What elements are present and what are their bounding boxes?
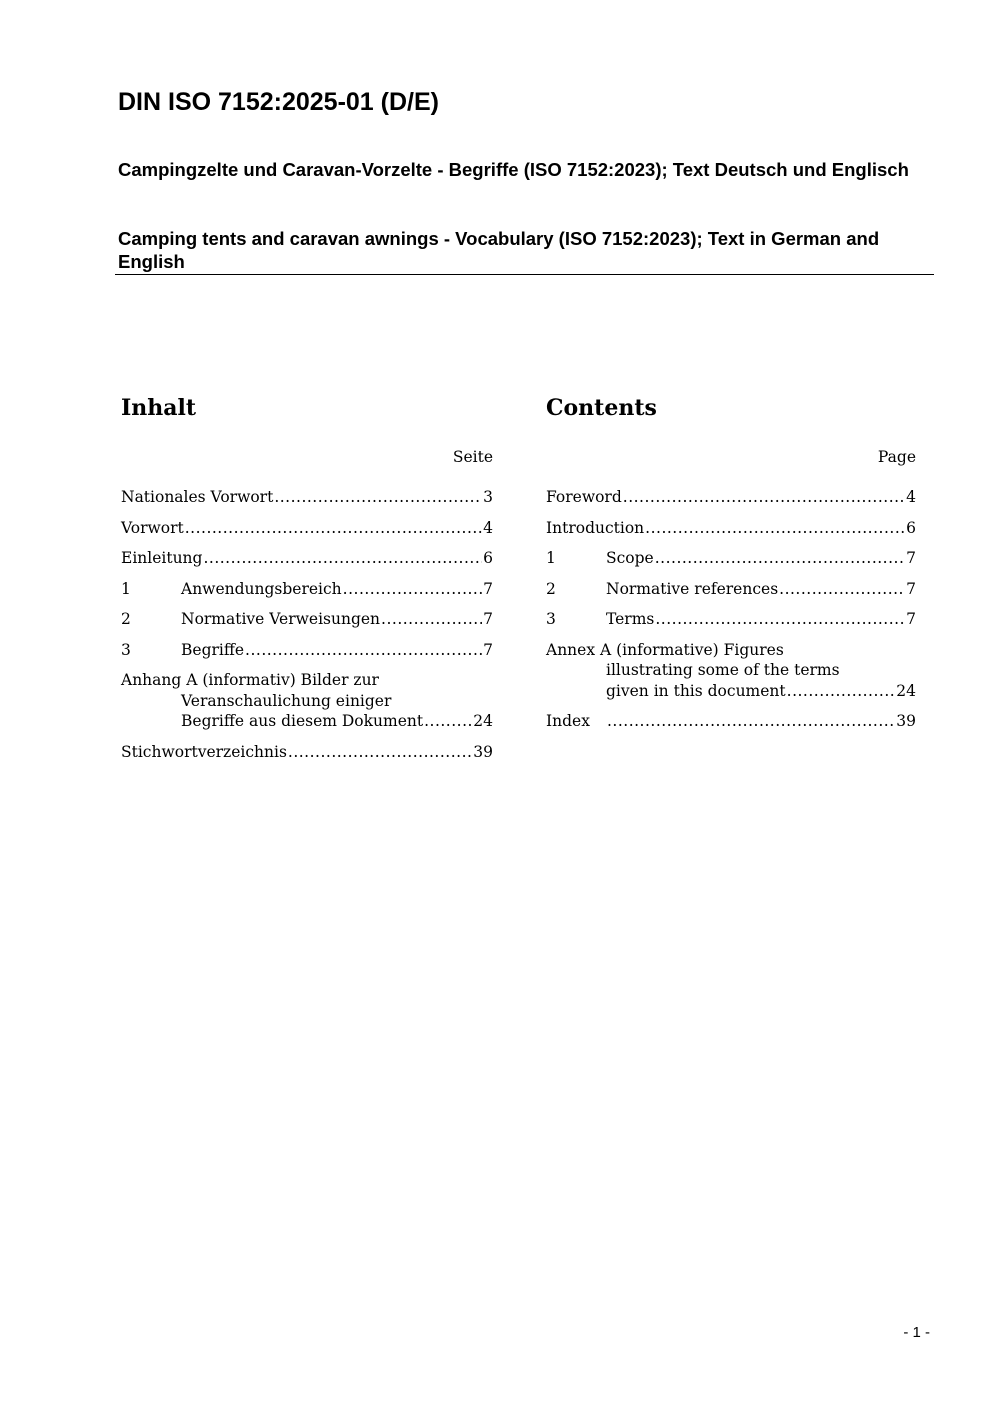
- toc-entry-label: Index: [546, 712, 590, 730]
- toc-entry-label: Foreword: [546, 488, 622, 506]
- toc-leader-dots: [274, 487, 482, 508]
- toc-german-page-label: Seite: [452, 448, 493, 466]
- toc-entry-label: Nationales Vorwort: [121, 488, 274, 506]
- toc-entry-page: 4: [483, 518, 493, 537]
- toc-entry-label: Terms: [606, 610, 655, 628]
- toc-leader-dots: [645, 518, 905, 539]
- toc-leader-dots: [787, 681, 896, 702]
- toc-entry-terms[interactable]: [546, 609, 916, 630]
- toc-entry-anwendungsbereich[interactable]: [121, 579, 493, 600]
- toc-entry-page: 7: [483, 579, 493, 598]
- toc-entry-label: Vorwort: [121, 518, 184, 537]
- toc-english: [546, 393, 916, 742]
- toc-leader-dots: [203, 548, 482, 569]
- toc-entry-label: Introduction: [546, 518, 645, 537]
- toc-entry-label-line: Veranschaulichung einiger: [181, 691, 392, 710]
- toc-entry-nationales-vorwort[interactable]: [121, 487, 493, 508]
- toc-entry-page: 24: [896, 681, 916, 700]
- toc-entry-label: Scope: [606, 549, 654, 567]
- toc-entry-page: 7: [906, 610, 916, 628]
- toc-leader-dots: [607, 711, 895, 732]
- toc-leader-dots: [245, 640, 482, 661]
- toc-entry-label-line: illustrating some of the terms: [606, 661, 840, 679]
- toc-entry-page: 7: [483, 640, 493, 659]
- toc-leader-dots: [185, 518, 482, 539]
- toc-entry-page: 7: [483, 610, 493, 628]
- header-divider: [115, 274, 934, 275]
- toc-entry-label: Stichwortverzeichnis: [121, 742, 287, 761]
- toc-entry-page: 7: [906, 579, 916, 598]
- page-number: - 1 -: [903, 1324, 930, 1341]
- toc-german: [121, 393, 493, 772]
- toc-entry-begriffe[interactable]: [121, 640, 493, 661]
- toc-entry-label-line: Anhang A (informativ) Bilder zur: [121, 671, 379, 689]
- toc-entry-index[interactable]: [546, 711, 916, 732]
- german-subtitle: Campingzelte und Caravan-Vorzelte - Begriffe (ISO 7152:2023); Text Deutsch und Englisch: [118, 159, 909, 180]
- document-title: DIN ISO 7152:2025-01 (D/E): [118, 88, 439, 116]
- toc-entry-label: Normative references: [606, 579, 779, 598]
- toc-entry-introduction[interactable]: [546, 518, 916, 539]
- toc-entry-foreword[interactable]: [546, 487, 916, 508]
- toc-entry-normative-references[interactable]: [546, 579, 916, 600]
- toc-entry-label: Anwendungsbereich: [181, 579, 342, 598]
- toc-entry-page: 3: [483, 488, 493, 506]
- toc-entry-normative-verweisungen[interactable]: [121, 609, 493, 630]
- toc-entry-label-line: given in this document: [606, 681, 786, 700]
- toc-entry-page: 6: [483, 549, 493, 567]
- toc-entry-anhang-a[interactable]: [121, 670, 493, 732]
- toc-entry-page: 4: [906, 488, 916, 506]
- toc-leader-dots: [623, 487, 905, 508]
- toc-entry-stichwortverzeichnis[interactable]: [121, 742, 493, 763]
- english-subtitle: Camping tents and caravan awnings - Vocabulary (ISO 7152:2023); Text in German and English: [118, 228, 880, 272]
- toc-entry-page: 39: [896, 712, 916, 730]
- toc-leader-dots: [343, 579, 482, 600]
- toc-entry-number: 2: [546, 579, 556, 598]
- toc-entry-page: 24: [473, 712, 493, 730]
- toc-english-page-label: Page: [877, 448, 916, 466]
- toc-leader-dots: [381, 609, 482, 630]
- toc-entry-number: 3: [546, 610, 556, 628]
- toc-entry-scope[interactable]: [546, 548, 916, 569]
- toc-entry-page: 39: [473, 742, 493, 761]
- toc-entry-label-line: Annex A (informative) Figures: [546, 640, 784, 659]
- toc-leader-dots: [779, 579, 905, 600]
- toc-entry-annex-a[interactable]: [546, 640, 916, 702]
- toc-entry-einleitung[interactable]: [121, 548, 493, 569]
- toc-english-heading: Contents: [546, 395, 657, 421]
- toc-entry-number: 2: [121, 610, 131, 628]
- toc-entry-number: 3: [121, 640, 131, 659]
- toc-entry-number: 1: [121, 579, 131, 598]
- toc-entry-page: 7: [906, 549, 916, 567]
- toc-leader-dots: [424, 711, 472, 732]
- toc-entry-label: Einleitung: [121, 549, 203, 567]
- toc-leader-dots: [288, 742, 472, 763]
- toc-entry-vorwort[interactable]: [121, 518, 493, 539]
- toc-entry-number: 1: [546, 549, 556, 567]
- toc-leader-dots: [655, 609, 905, 630]
- toc-entry-page: 6: [906, 518, 916, 537]
- toc-entry-label-line: Begriffe aus diesem Dokument: [181, 712, 424, 730]
- toc-german-heading: Inhalt: [121, 395, 197, 421]
- toc-entry-label: Normative Verweisungen: [181, 610, 381, 628]
- toc-entry-label: Begriffe: [181, 640, 245, 659]
- toc-leader-dots: [655, 548, 905, 569]
